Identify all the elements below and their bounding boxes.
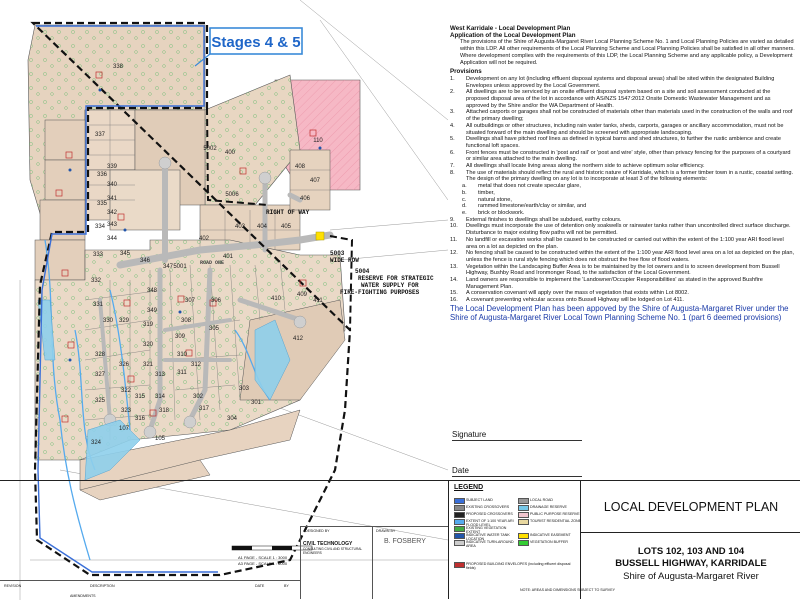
wide-row-label: WIDE ROW bbox=[330, 257, 359, 264]
stage-label: Stages 4 & 5 bbox=[211, 34, 301, 51]
date-label: Date bbox=[452, 466, 469, 475]
legend-label: LOCAL ROAD bbox=[530, 498, 554, 502]
legend-label: TOURIST RESIDENTIAL ZONE bbox=[530, 519, 582, 523]
provision-text: Dwellings must incorporate the use of detention only soakwells or rainwater tanks rather than uncontrolled direct surface discharge. Disturbance to major existing flow paths will not be permitted. bbox=[466, 223, 791, 237]
lot-number: 317 bbox=[198, 406, 210, 412]
provision-text: No landfill or excavation works shall be caused to be constructed or carried out within the extent of the 1:100 year ARI flood level area on a lot as depicted on the plan. bbox=[466, 236, 784, 250]
provision-text: Attached carports or garages shall not be constructed of materials other than materials used in the construction of the walls and roof of the primary dwelling; bbox=[466, 109, 793, 123]
lot-number: 326 bbox=[118, 362, 130, 368]
date-col: DATE bbox=[255, 584, 265, 588]
lot-number: 323 bbox=[120, 408, 132, 414]
lot-number: 405 bbox=[280, 224, 292, 230]
reserve-line-3: FIRE-FIGHTING PURPOSES bbox=[340, 289, 420, 296]
plan-title: LOCAL DEVELOPMENT PLAN bbox=[603, 500, 779, 514]
wide-row-number: 5003 bbox=[330, 250, 345, 257]
provision-item bbox=[462, 183, 795, 190]
lot-number: 327 bbox=[94, 372, 106, 378]
date-line bbox=[452, 476, 582, 477]
provision-number: 1. bbox=[450, 75, 455, 82]
provision-number: 8. bbox=[450, 169, 455, 176]
provision-number: 2. bbox=[450, 89, 455, 96]
scale-a3: A3 PAGE - SCALE 1 : 6000 bbox=[238, 561, 288, 566]
provision-item bbox=[450, 76, 795, 89]
lot-number: 5006 bbox=[225, 192, 239, 198]
lot-number: 311 bbox=[177, 370, 187, 376]
lot-parcels bbox=[28, 25, 360, 500]
provision-item bbox=[450, 163, 795, 170]
legend-swatch bbox=[518, 533, 529, 539]
lot-number: 341 bbox=[106, 196, 118, 202]
company-name: CIVIL TECHNOLOGY bbox=[303, 541, 353, 547]
legend-swatch bbox=[518, 540, 529, 546]
legend-label: PROPOSED BUILDING ENVELOPES (including effluent disposal fields) bbox=[466, 562, 571, 570]
provision-text: A conservation covenant will apply over the mass of vegetation that exists within Lot 8002. bbox=[466, 290, 689, 297]
provision-number: 13. bbox=[450, 263, 458, 270]
road-line: BUSSELL HIGHWAY, KARRIDALE bbox=[615, 558, 767, 569]
lot-number: 339 bbox=[106, 164, 118, 170]
lot-number: 324 bbox=[90, 440, 102, 446]
lot-number: 344 bbox=[106, 236, 118, 242]
provision-number: 10. bbox=[450, 223, 458, 230]
materials-elements-list bbox=[450, 183, 795, 217]
provision-number: 16. bbox=[450, 297, 458, 304]
lot-number: 306 bbox=[210, 298, 222, 304]
provision-number: d. bbox=[462, 203, 467, 210]
legend-swatch bbox=[518, 512, 529, 518]
road-one-label: ROAD ONE bbox=[200, 260, 225, 266]
drawn-by-label: DRAWN BY bbox=[376, 529, 396, 533]
provision-text: natural stone, bbox=[478, 196, 512, 203]
legend-label: INDICATIVE TURN-AROUND AREA bbox=[466, 540, 514, 548]
drawn-by-name: B. FOSBERY bbox=[384, 538, 426, 545]
panel-heading: West Karridale - Local Development Plan bbox=[450, 25, 571, 32]
lot-number: 406 bbox=[299, 196, 311, 202]
provision-text: brick or blockwork. bbox=[478, 209, 525, 216]
provision-text: All dwellings are to be serviced by an onsite effluent disposal system based on a site and soil assessment conducted at the proposed disposal area of the lot in accordance with AS/NZS 1547:2012 Onsite Domestic Wastewater Management and as approved by the Shire and/or the WA Department of Health. bbox=[466, 89, 771, 109]
legend-label: PUBLIC PURPOSE RESERVE bbox=[530, 512, 580, 516]
lot-number: 303 bbox=[238, 386, 250, 392]
provision-item bbox=[462, 203, 795, 210]
provision-item bbox=[450, 297, 795, 304]
provision-text: All dwellings shall locate living areas along the northern side to achieve optimum solar efficiency. bbox=[466, 163, 705, 170]
lot-number: 409 bbox=[296, 292, 308, 298]
lot-number: 335 bbox=[96, 201, 108, 207]
provision-text: Dwellings shall have pitched roof lines as defined in typical barns and shed structures, to further the rustic ambience and create functional loft spaces. bbox=[466, 136, 781, 149]
lot-number: 105 bbox=[154, 436, 166, 442]
provision-text: Front fences must be constructed in 'post and rail' or 'post and wire' style, other than privacy fencing for the purposes of a courtyard or similar area attached to the main dwelling. bbox=[466, 149, 791, 163]
lot-number: 313 bbox=[154, 372, 166, 378]
legend-label: EXISTING CROSSOVERS bbox=[466, 505, 510, 509]
lot-number: 320 bbox=[142, 342, 154, 348]
signature-line bbox=[452, 440, 582, 441]
shire-line: Shire of Augusta-Margaret River bbox=[623, 571, 759, 582]
stage-callout bbox=[195, 28, 302, 66]
lot-number: 343 bbox=[106, 222, 118, 228]
lot-number: 334 bbox=[94, 224, 106, 230]
lot-number: 107 bbox=[118, 426, 130, 432]
lot-number: 400 bbox=[224, 150, 236, 156]
provision-item bbox=[450, 277, 795, 290]
lot-number: 315 bbox=[134, 394, 146, 400]
provision-number: 11. bbox=[450, 236, 458, 243]
lot-number: 314 bbox=[154, 394, 166, 400]
provision-text: The use of materials should reflect the rural and historic nature of Karridale, which is a former timber town in a rustic, coastal setting. The design of the primary dwelling on any lot is to incorporate at least 3 of the following elements: bbox=[466, 169, 794, 183]
lot-number: 347 bbox=[162, 264, 174, 270]
provision-item bbox=[450, 290, 795, 297]
provision-number: a. bbox=[462, 183, 467, 190]
provision-number: 15. bbox=[450, 290, 458, 297]
lot-number: 307 bbox=[184, 298, 196, 304]
legend-swatch bbox=[454, 498, 465, 504]
lot-number: 411 bbox=[313, 298, 323, 304]
legend-label: VEGETATION BUFFER bbox=[530, 540, 569, 544]
legend-label: PROPOSED CROSSOVERS bbox=[466, 512, 513, 516]
provision-item bbox=[450, 89, 795, 109]
lot-number: 309 bbox=[174, 334, 186, 340]
provision-text: Development on any lot (including effluent disposal systems and disposal areas) shall be sited within the designated Building Envelopes unless approved by the Local Government. bbox=[466, 75, 775, 89]
legend-swatch bbox=[454, 512, 465, 518]
legend-swatch bbox=[454, 505, 465, 511]
provision-number: 12. bbox=[450, 250, 458, 257]
provision-item bbox=[462, 190, 795, 197]
lot-number: 310 bbox=[176, 352, 188, 358]
lot-number: 304 bbox=[226, 416, 238, 422]
legend-swatch bbox=[454, 519, 465, 525]
legend-swatch bbox=[454, 526, 465, 532]
approval-footer: The Local Development Plan has been appoved by the Shire of Augusta-Margaret River under the Shire of Augusta-Margaret River Local Town Planning Scheme No. 1 (part 6 deemed provisions) bbox=[450, 303, 789, 323]
lot-number: 5002 bbox=[203, 146, 217, 152]
lot-number: 301 bbox=[250, 400, 262, 406]
provision-item bbox=[450, 150, 795, 163]
lot-number: 410 bbox=[270, 296, 282, 302]
lot-number: 404 bbox=[256, 224, 268, 230]
provision-item bbox=[450, 223, 795, 236]
provisions-list-continued bbox=[450, 217, 795, 304]
legend-label: SUBJECT LAND bbox=[466, 498, 493, 502]
provision-number: 4. bbox=[450, 122, 455, 129]
provisions-heading: Provisions bbox=[450, 68, 482, 76]
provision-item bbox=[450, 123, 795, 136]
provision-item bbox=[450, 250, 795, 263]
lot-number: 312 bbox=[190, 362, 202, 368]
lot-number: 332 bbox=[90, 278, 102, 284]
provision-item bbox=[450, 237, 795, 250]
application-heading: Application of the Local Development Plan bbox=[450, 31, 576, 39]
lot-number: 321 bbox=[142, 362, 154, 368]
reserve-line-2: WATER SUPPLY FOR bbox=[361, 282, 419, 289]
application-text: The provisions of the Shire of Augusta-Margaret River Local Planning Scheme No. 1 and Local Planning Policies are varied as detailed within this LDP. All other requirements of the Local Planning Scheme and Local Planning Policies shall be satisfied in all other manners. Where development complies with the requirements of this LDP, the Local Planning Scheme and any applicable policy, a Development Application will not be required. bbox=[460, 39, 795, 66]
provision-item bbox=[462, 210, 795, 217]
provision-item bbox=[450, 264, 795, 277]
amendments-label: AMENDMENTS bbox=[70, 594, 96, 598]
scale-a1: A1 PAGE - SCALE 1 : 3000 bbox=[238, 555, 288, 560]
provision-number: e. bbox=[462, 209, 467, 216]
provision-text: metal that does not create specular glare, bbox=[478, 183, 581, 190]
lot-number: 401 bbox=[222, 254, 234, 260]
legend-label: DRAINAGE RESERVE bbox=[530, 505, 567, 509]
lot-number: 319 bbox=[142, 322, 154, 328]
legend-label: EXISTING VEGETATION EXTENT bbox=[466, 526, 507, 534]
reserve-number: 5004 bbox=[355, 268, 370, 275]
provision-text: rammed limestone/earth/clay or similar, and bbox=[478, 203, 587, 210]
lot-number: 408 bbox=[294, 164, 306, 170]
survey-note: NOTE: AREAS AND DIMENSIONS SUBJECT TO SURVEY bbox=[520, 588, 615, 592]
description-col: DESCRIPTION bbox=[90, 584, 115, 588]
provision-text: No fencing shall be caused to be constructed within the extent of the 1:100 year ARI flood level area on a lot as depicted on the plan, unless the fence is rural style fencing which does not obstruct the free flow of flood waters. bbox=[466, 250, 795, 263]
legend-swatch bbox=[454, 533, 465, 539]
provisions-panel bbox=[450, 26, 795, 322]
lot-number: 5001 bbox=[173, 264, 187, 270]
by-col: BY bbox=[284, 584, 289, 588]
provision-number: b. bbox=[462, 189, 467, 196]
lot-number: 402 bbox=[198, 236, 210, 242]
provision-number: 6. bbox=[450, 149, 455, 156]
lot-number: 322 bbox=[120, 388, 132, 394]
provision-number: 3. bbox=[450, 109, 455, 116]
lot-number: 333 bbox=[92, 252, 104, 258]
legend-label: INDICATIVE EASEMENT bbox=[530, 533, 571, 537]
lots-line: LOTS 102, 103 AND 104 bbox=[637, 546, 745, 557]
provision-item bbox=[462, 197, 795, 204]
lot-number: 316 bbox=[134, 416, 146, 422]
provision-number: 7. bbox=[450, 163, 455, 170]
legend-swatch bbox=[518, 498, 529, 504]
lot-number: 348 bbox=[146, 288, 158, 294]
lot-number: 325 bbox=[94, 398, 106, 404]
easement-marker bbox=[316, 232, 324, 240]
lot-number: 305 bbox=[208, 326, 220, 332]
lot-number: 342 bbox=[106, 210, 118, 216]
legend-swatch bbox=[518, 505, 529, 511]
lot-number: 318 bbox=[158, 408, 170, 414]
revision-col: REVISION bbox=[4, 584, 22, 588]
provision-text: Vegetation within the Landscaping Buffer Area is to be maintained by the lot owners and is to screen development from Bussell Highway, Bushby Road and Ironmonger Road, to the satisfaction of the Local Government. bbox=[466, 263, 780, 277]
provisions-list bbox=[450, 76, 795, 183]
lot-number: 328 bbox=[94, 352, 106, 358]
lot-number: 345 bbox=[119, 251, 131, 257]
provision-number: 5. bbox=[450, 136, 455, 143]
legend-label: EXTENT OF 1:100 YEAR ARI FLOOD LEVEL bbox=[466, 519, 514, 527]
lot-number: 337 bbox=[94, 132, 106, 138]
lot-number: 403 bbox=[234, 224, 246, 230]
lot-number: 407 bbox=[309, 178, 321, 184]
lot-number: 308 bbox=[180, 318, 192, 324]
provision-number: 9. bbox=[450, 216, 455, 223]
legend-label: INDICATIVE WATER TANK LOCATION bbox=[466, 533, 510, 541]
company-subtitle: CONSULTING CIVIL AND STRUCTURAL ENGINEERS bbox=[303, 547, 363, 555]
lot-number: 346 bbox=[139, 258, 151, 264]
provision-item bbox=[450, 109, 795, 122]
provision-text: timber, bbox=[478, 189, 495, 196]
provision-number: 14. bbox=[450, 277, 458, 284]
provision-text: All outbuildings or other structures, including rain water tanks, sheds, carports, garages or ancillary accommodation, must not be situated forward of the main dwelling and should be screened with appropriate landscaping. bbox=[466, 122, 784, 136]
provision-item bbox=[450, 136, 795, 149]
lot-number: 340 bbox=[106, 182, 118, 188]
provision-number: c. bbox=[462, 196, 467, 203]
legend-swatch bbox=[518, 519, 529, 525]
lot-number: 338 bbox=[112, 64, 124, 70]
legend-swatch bbox=[454, 562, 465, 568]
provision-text: External finishes to dwellings shall be subdued, earthy colours. bbox=[466, 216, 622, 223]
provision-item bbox=[450, 170, 795, 183]
designed-by-label: DESIGNED BY bbox=[305, 529, 330, 533]
legend-swatch bbox=[454, 540, 465, 546]
lot-number: 302 bbox=[192, 394, 204, 400]
lot-number: 329 bbox=[118, 318, 130, 324]
provision-text: Land owners are responsible to implement the 'Landowner/Occupier Responsibilities' as stated in the approved Bushfire Management Plan. bbox=[466, 277, 763, 290]
legend-title: LEGEND bbox=[454, 484, 484, 491]
lot-number: 330 bbox=[102, 318, 114, 324]
lot-number: 349 bbox=[146, 308, 158, 314]
provision-item bbox=[450, 217, 795, 224]
signature-label: Signature bbox=[452, 430, 487, 439]
lot-number: 412 bbox=[292, 336, 304, 342]
right-of-way-label: RIGHT OF WAY bbox=[266, 209, 310, 216]
lot-number: 331 bbox=[92, 302, 104, 308]
lot-number: 336 bbox=[96, 172, 108, 178]
provision-text: A covenant preventing vehicular access onto Bussell Highway will be lodged on Lot 411. bbox=[466, 297, 684, 304]
reserve-line-1: RESERVE FOR STRATEGIC bbox=[358, 275, 434, 282]
lot-number: 110 bbox=[313, 138, 323, 144]
